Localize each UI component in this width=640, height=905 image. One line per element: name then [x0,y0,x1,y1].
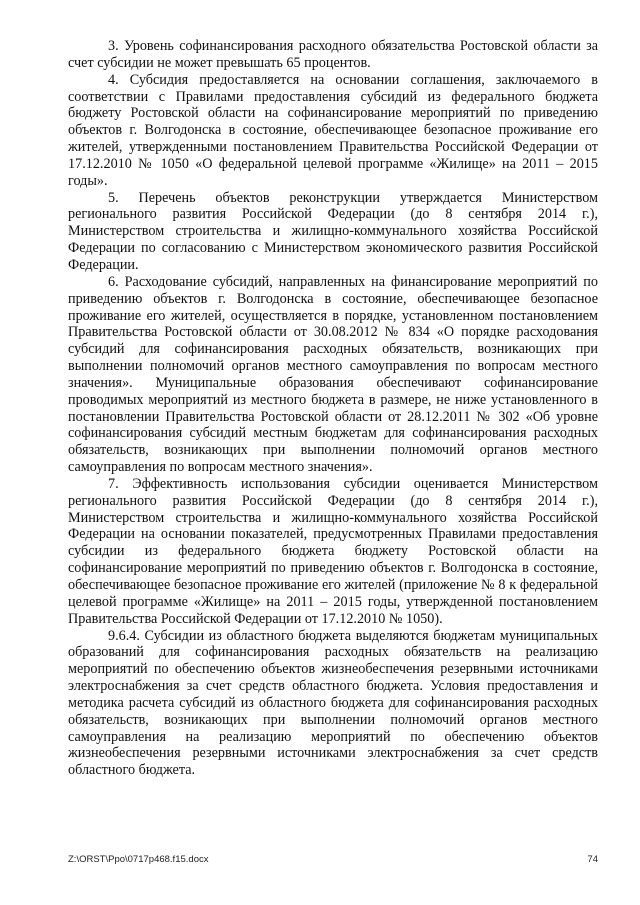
document-body [68,38,598,779]
paragraph-3: 3. Уровень софинансирования расходного обязательства Ростовской области за счет субсидии не может превышать 65 процентов. [68,38,598,71]
paragraph-6: 6. Расходование субсидий, направленных на финансирование мероприятий по приведению объектов г. Волгодонска в состояние, обеспечивающее безопасное проживание его жителей, осуществляется в порядке, установленном постановлением Правительства Ростовской области от 30.08.2012 № 834 «О порядке расходования субсидий для софинансирования расходных обязательств, возникающих при выполнении полномочий органов местного самоуправления по вопросам местного значения». Муниципальные образования обеспечивают софинансирование проводимых мероприятий из местного бюджета в размере, не ниже установленного в постановлении Правительства Ростовской области от 28.12.2011 № 302 «Об уровне софинансирования субсидий местным бюджетам для софинансирования расходных обязательств, возникающих при выполнении полномочий органов местного самоуправления по вопросам местного значения». [68,273,598,476]
paragraph-7: 7. Эффективность использования субсидии оценивается Министерством регионального развития Российской Федерации (до 8 сентября 2014 г.), Министерством строительства и жилищно-коммунального хозяйства Российской Федерации на основании показателей, предусмотренных Правилами предоставления субсидии из федерального бюджета бюджету Ростовской области на софинансирование мероприятий по приведению объектов г. Волгодонска в состояние, обеспечивающее безопасное проживание его жителей (приложение № 8 к федеральной целевой программе «Жилище» на 2011 – 2015 годы, утвержденной постановлением Правительства Российской Федерации от 17.12.2010 № 1050). [68,475,598,627]
footer-file-path: Z:\ORST\Ppo\0717p468.f15.docx [68,854,209,865]
paragraph-9-6-4: 9.6.4. Субсидии из областного бюджета выделяются бюджетам муниципальных образований для софинансирования расходных обязательств на реализацию мероприятий по обеспечению объектов жизнеобеспечения резервными источниками электроснабжения за счет средств областного бюджета. Условия предоставления и методика расчета субсидий из областного бюджета для софинансирования расходных обязательств, возникающих при выполнении полномочий органов местного самоуправления на реализацию мероприятий по обеспечению объектов жизнеобеспечения резервными источниками электроснабжения за счет средств областного бюджета. [68,627,598,779]
paragraph-4: 4. Субсидия предоставляется на основании соглашения, заключаемого в соответствии с Правилами предоставления субсидий из федерального бюджета бюджету Ростовской области на софинансирование мероприятий по приведению объектов г. Волгодонска в состояние, обеспечивающее безопасное проживание его жителей, утвержденными постановлением Правительства Российской Федерации от 17.12.2010 № 1050 «О федеральной целевой программе «Жилище» на 2011 – 2015 годы». [68,71,598,189]
page-number: 74 [587,854,598,865]
paragraph-5: 5. Перечень объектов реконструкции утверждается Министерством регионального развития Российской Федерации (до 8 сентября 2014 г.), Министерством строительства и жилищно-коммунального хозяйства Российской Федерации по согласованию с Министерством экономического развития Российской Федерации. [68,189,598,273]
